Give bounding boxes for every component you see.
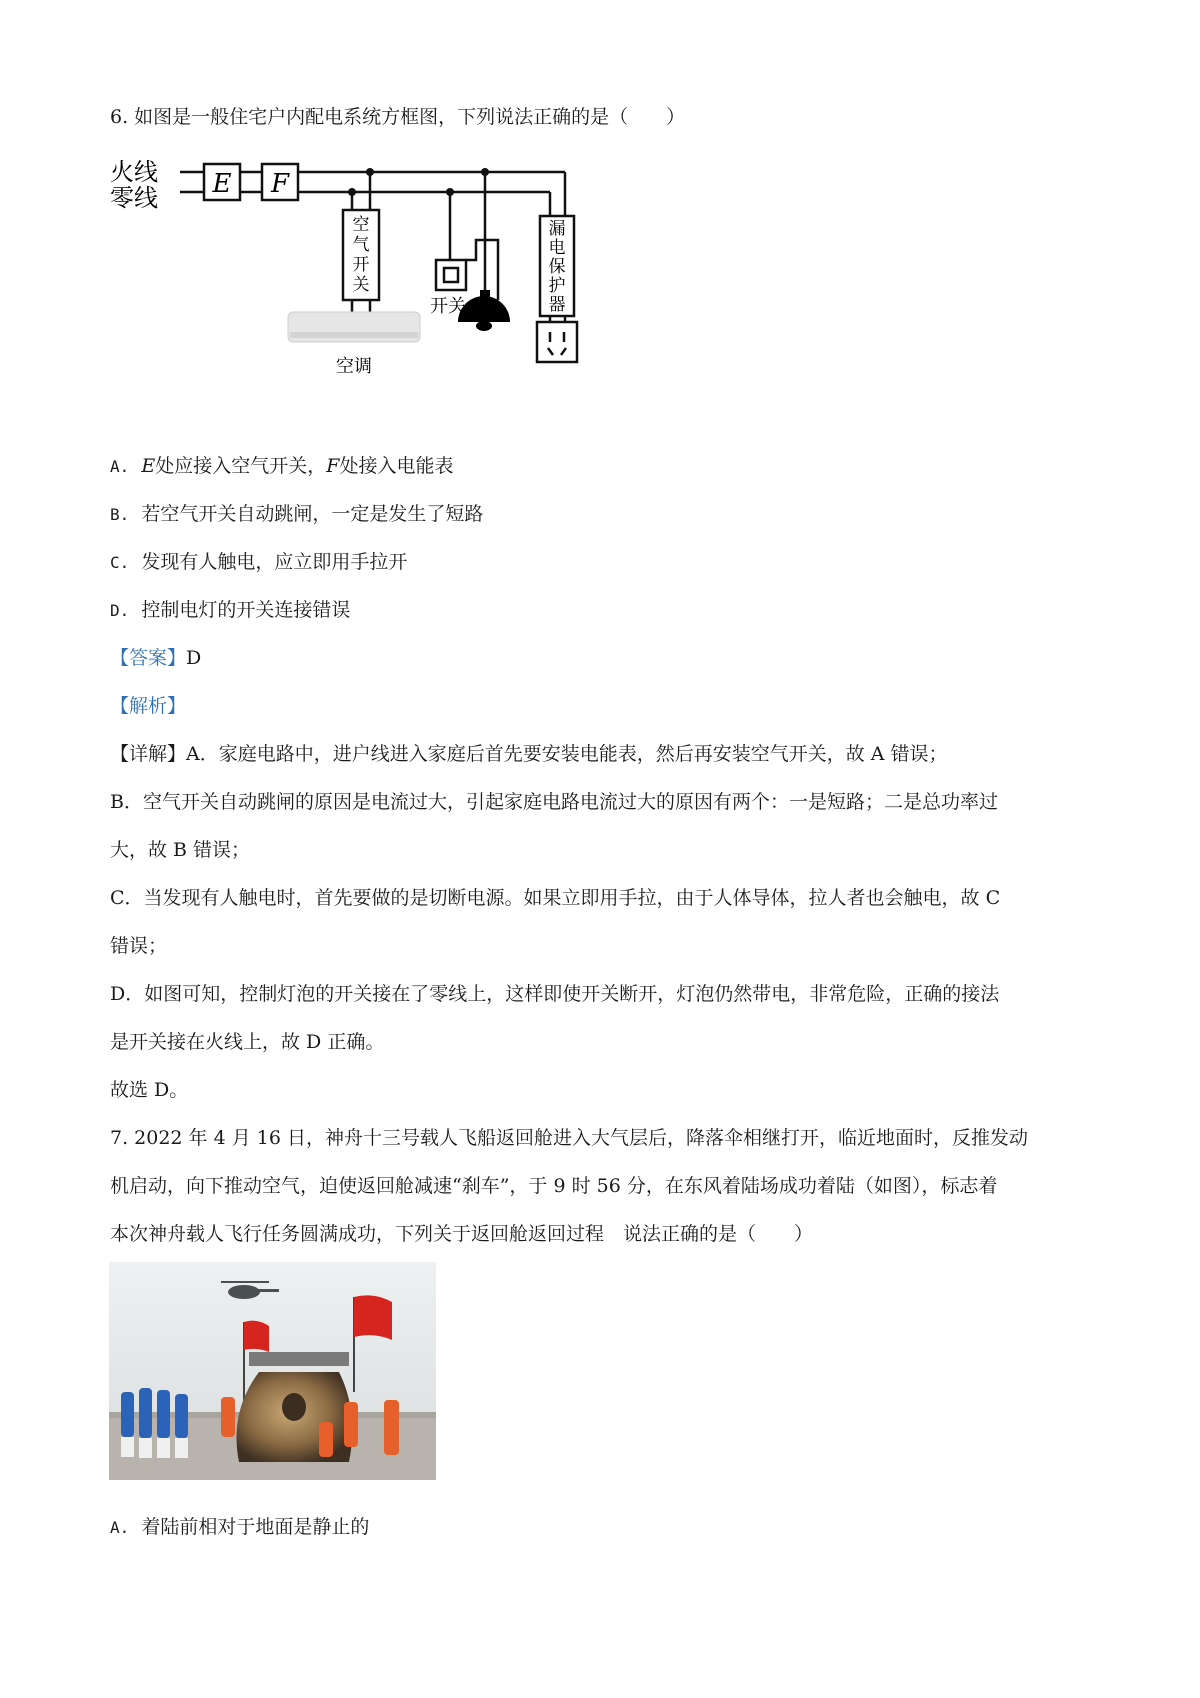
switch-label: 开关 [430, 296, 466, 317]
q7-stem-line: 7. 2022 年 4 月 16 日，神舟十三号载人飞船返回舱进入大气层后，降落伞相继打开，临近地面时，反推发动 [110, 1127, 1028, 1149]
q6-option-b: B. 若空气开关自动跳闸，一定是发生了短路 [110, 503, 484, 525]
box-e-label: E [212, 169, 232, 199]
q6-detail-line: B．空气开关自动跳闸的原因是电流过大，引起家庭电路电流过大的原因有两个：一是短路；二是总功率过 [110, 791, 998, 813]
leakage-protector-label [549, 219, 566, 315]
svg-text:开: 开 [352, 255, 370, 275]
svg-text:护: 护 [548, 276, 566, 296]
neutral-wire-label: 零线 [110, 184, 158, 212]
air-switch-label [353, 215, 370, 295]
q6-detail-line: D．如图可知，控制灯泡的开关接在了零线上，这样即使开关断开，灯泡仍然带电，非常危险，正确的接法 [110, 983, 1000, 1005]
live-wire-label: 火线 [110, 158, 158, 186]
switch-box [436, 260, 466, 290]
q7-option-a: A. 着陆前相对于地面是静止的 [110, 1516, 370, 1538]
svg-text:保: 保 [548, 257, 566, 277]
aircon-icon [288, 312, 420, 342]
svg-text:关: 关 [352, 275, 370, 295]
q6-detail-line: 【详解】A．家庭电路中，进户线进入家庭后首先要安装电能表，然后再安装空气开关，故 A 错误； [110, 743, 948, 765]
svg-text:空: 空 [352, 215, 370, 235]
q6-detail-line: C．当发现有人触电时，首先要做的是切断电源。如果立即用手拉，由于人体导体，拉人者也会触电，故 C [110, 887, 1001, 909]
q6-answer: 【答案】D [110, 647, 202, 669]
svg-text:电: 电 [548, 238, 566, 258]
svg-text:漏: 漏 [548, 219, 566, 239]
q6-option-a: A. E处应接入空气开关，F处接入电能表 [110, 455, 454, 477]
q6-detail-line: 是开关接在火线上，故 D 正确。 [110, 1031, 385, 1053]
box-f-label: F [270, 169, 290, 199]
q6-detail-line: 错误； [110, 935, 168, 957]
q7-stem-line: 机启动，向下推动空气，迫使返回舱减速“刹车”，于 9 时 56 分，在东风着陆场成功着陆（如图），标志着 [110, 1175, 998, 1197]
q7-stem-line: 本次神舟载人飞行任务圆满成功，下列关于返回舱返回过程 说法正确的是（ ） [110, 1223, 814, 1245]
landing-photo [109, 1262, 436, 1480]
circuit-diagram [110, 150, 610, 390]
q6-stem: 6. 如图是一般住宅户内配电系统方框图，下列说法正确的是（ ） [110, 106, 686, 128]
socket-box [537, 322, 577, 362]
q6-option-d: D. 控制电灯的开关连接错误 [110, 599, 351, 621]
svg-text:器: 器 [548, 295, 566, 315]
svg-text:气: 气 [352, 235, 370, 255]
aircon-label: 空调 [336, 356, 372, 377]
q6-option-c: C. 发现有人触电，应立即用手拉开 [110, 551, 408, 573]
q6-detail-line: 大，故 B 错误； [110, 839, 251, 861]
q6-analysis-tag: 【解析】 [110, 695, 187, 717]
q6-detail-line: 故选 D。 [110, 1079, 189, 1101]
